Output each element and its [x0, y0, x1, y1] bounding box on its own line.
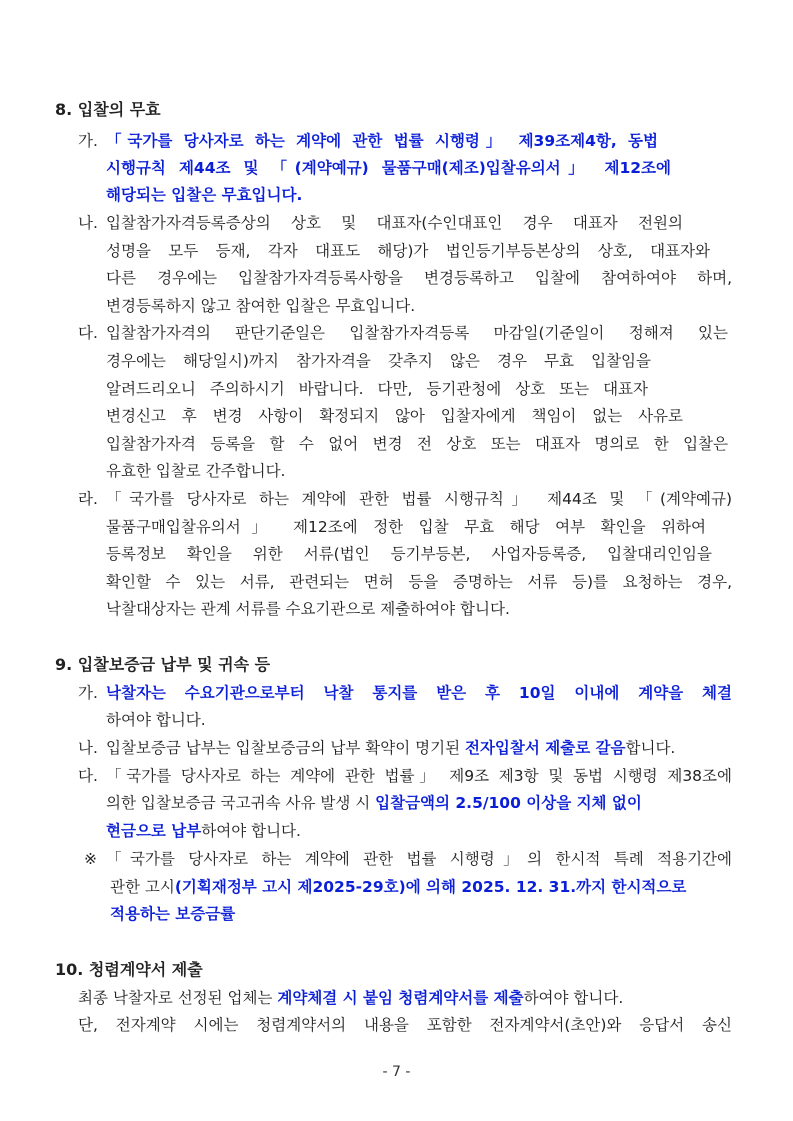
- section-10-heading: 10. 청렴계약서 제출: [55, 960, 203, 979]
- note-text-a: 관한 고시: [110, 878, 175, 896]
- item-9-da-highlight-b: 현금으로 납부: [106, 822, 202, 840]
- note-line3: 적용하는 보증금률: [110, 905, 236, 923]
- item-8-na-line3: 다른 경우에는 입찰참가자격등록사항을 변경등록하고 입찰에 참여하여야 하며,: [106, 269, 732, 287]
- section-8-heading: 8. 입찰의 무효: [55, 100, 161, 119]
- item-8-na-line4: 변경등록하지 않고 참여한 입찰은 무효입니다.: [106, 297, 416, 315]
- item-8-ga-marker: 가.: [78, 132, 98, 150]
- item-8-ra-line5: 낙찰대상자는 관계 서류를 수요기관으로 제출하여야 합니다.: [106, 600, 510, 618]
- section-10-line1: [78, 987, 623, 1009]
- item-9-da-line3: [106, 820, 301, 842]
- item-8-ga-line1: 「국가를 당사자로 하는 계약에 관한 법률 시행령」 제39조제4항, 동법: [106, 132, 658, 150]
- item-9-ga-marker: 가.: [78, 684, 98, 702]
- item-9-da-text-b: 하여야 합니다.: [201, 822, 301, 840]
- item-8-ra-line1: 「국가를 당사자로 하는 계약에 관한 법률 시행규칙」 제44조 및 「(계약예규): [106, 490, 732, 508]
- item-8-na-line2: 성명을 모두 등재, 각자 대표도 해당)가 법인등기부등본상의 상호, 대표자와: [106, 242, 710, 260]
- note-line2: [110, 876, 686, 898]
- item-8-da-line4: 변경신고 후 변경 사항이 확정되지 않아 입찰자에게 책임이 없는 사유로: [106, 407, 683, 425]
- item-9-da-text-a: 의한 입찰보증금 국고귀속 사유 발생 시: [106, 794, 376, 812]
- item-9-da-line1: 「국가를 당사자로 하는 계약에 관한 법률」 제9조 제3항 및 동법 시행령 제38조에: [106, 767, 732, 785]
- section-10-text-c: 하여야 합니다.: [523, 989, 624, 1007]
- section-10-line2: 단, 전자계약 시에는 청렴계약서의 내용을 포함한 전자계약서(초안)와 응답서 송신: [78, 1016, 732, 1034]
- note-highlight: (기획재정부 고시 제2025-29호)에 의해 2025. 12. 31.까지 한시적으로: [174, 878, 687, 896]
- item-8-ra-line2: 물품구매입찰유의서」 제12조에 정한 입찰 무효 해당 여부 확인을 위하여: [106, 518, 706, 536]
- item-9-ga-line1: 낙찰자는 수요기관으로부터 낙찰 통지를 받은 후 10일 이내에 계약을 체결: [106, 684, 732, 702]
- item-9-na-line1: [106, 737, 675, 759]
- item-8-da-line3: 알려드리오니 주의하시기 바랍니다. 다만, 등기관청에 상호 또는 대표자: [106, 380, 648, 398]
- item-9-na-text-c: 합니다.: [625, 739, 676, 757]
- item-8-na-line1: 입찰참가자격등록증상의 상호 및 대표자(수인대표인 경우 대표자 전원의: [106, 214, 683, 232]
- item-8-ga-line2: 시행규칙 제44조 및 「(계약예규) 물품구매(제조)입찰유의서」 제12조에: [106, 159, 671, 177]
- item-9-da-line2: [106, 792, 642, 814]
- item-9-ga-line2: 하여야 합니다.: [106, 711, 206, 729]
- item-8-na-marker: 나.: [78, 214, 98, 232]
- item-8-da-marker: 다.: [78, 324, 98, 342]
- item-8-ga-line3: 해당되는 입찰은 무효입니다.: [106, 186, 303, 204]
- item-8-da-line6: 유효한 입찰로 간주합니다.: [106, 462, 286, 480]
- item-9-da-highlight-a: 입찰금액의 2.5/100 이상을 지체 없이: [375, 794, 642, 812]
- item-8-ra-line3: 등록정보 확인을 위한 서류(법인 등기부등본, 사업자등록증, 입찰대리인임을: [106, 545, 712, 563]
- item-8-ra-line4: 확인할 수 있는 서류, 관련되는 면허 등을 증명하는 서류 등)를 요청하는 경우,: [106, 573, 732, 591]
- item-8-da-line2: 경우에는 해당일시)까지 참가자격을 갖추지 않은 경우 무효 입찰임을: [106, 352, 651, 370]
- note-marker: ※: [84, 850, 97, 868]
- section-10-text-a: 최종 낙찰자로 선정된 업체는: [78, 989, 278, 1007]
- item-9-na-highlight: 전자입찰서 제출로 갈음: [464, 739, 626, 757]
- item-9-na-text-a: 입찰보증금 납부는 입찰보증금의 납부 확약이 명기된: [106, 739, 465, 757]
- section-10-highlight: 계약체결 시 붙임 청렴계약서를 제출: [277, 989, 524, 1007]
- note-line1: 「국가를 당사자로 하는 계약에 관한 법률 시행령」의 한시적 특례 적용기간에: [106, 850, 732, 868]
- page-number: - 7 -: [382, 1064, 411, 1080]
- item-8-ra-marker: 라.: [78, 490, 98, 508]
- item-8-da-line1: 입찰참가자격의 판단기준일은 입찰참가자격등록 마감일(기준일이 정해져 있는: [106, 324, 728, 342]
- item-9-na-marker: 나.: [78, 739, 98, 757]
- item-8-da-line5: 입찰참가자격 등록을 할 수 없어 변경 전 상호 또는 대표자 명의로 한 입찰은: [106, 435, 728, 453]
- item-9-da-marker: 다.: [78, 767, 98, 785]
- section-9-heading: 9. 입찰보증금 납부 및 귀속 등: [55, 655, 271, 674]
